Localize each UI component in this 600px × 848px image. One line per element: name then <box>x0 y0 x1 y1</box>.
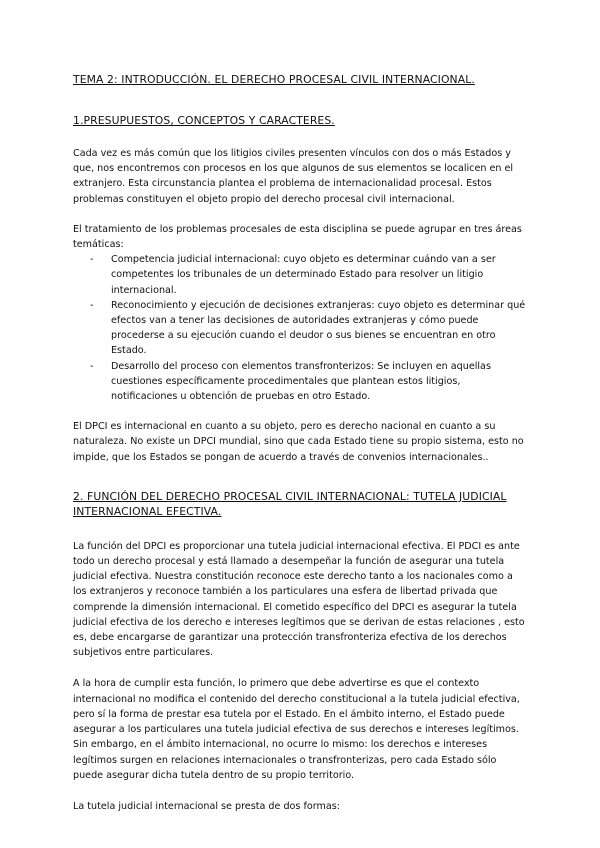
section-2-paragraph-1: La función del DPCI es proporcionar una tutela judicial internacional efectiva. El PDCI es ante todo un derecho procesal y está llamado a desempeñar la función de asegurar una tutela judicial efectiva. Nuestra constitución reconoce este derecho tanto a los nacionales como a los extranjeros y reconoce también a los particulares una esfera de libertad privada que comprende la dimensión internacional. El cometido específico del DPCI es asegurar la tutela judicial efectiva de los derecho e intereses legítimos que se derivan de estas relaciones , esto es, debe encargarse de garantizar una protección transfronteriza efectiva de los derechos subjetivos entre particulares. <box>73 540 525 659</box>
list-item <box>73 359 528 405</box>
list-item <box>73 298 528 359</box>
list-item-text: Desarrollo del proceso con elementos transfronterizos: Se incluyen en aquellas cuestiones específicamente procedimentales que plantean estos litigios, notificaciones u obtención de pruebas en otro Estado. <box>111 360 491 403</box>
list-item <box>73 252 528 298</box>
section-1-heading: 1.PRESUPUESTOS, CONCEPTOS Y CARACTERES. <box>73 114 335 127</box>
list-item-text: Competencia judicial internacional: cuyo objeto es determinar cuándo van a ser competentes los tribunales de un determinado Estado para resolver un litigio internacional. <box>111 254 496 296</box>
thematic-areas-list <box>73 252 528 404</box>
bullet-dash: - <box>90 299 94 311</box>
section-1-paragraph-2: El tratamiento de los problemas procesales de esta disciplina se puede agrupar en tres áreas temáticas: <box>73 223 522 251</box>
section-1-paragraph-3: El DPCI es internacional en cuanto a su objeto, pero es derecho nacional en cuanto a su naturaleza. No existe un DPCI mundial, sino que cada Estado tiene su propio sistema, esto no impide, que los Estados se pongan de acuerdo a través de convenios internacionales.. <box>73 421 524 463</box>
bullet-dash: - <box>90 254 94 266</box>
list-item-text: Reconocimiento y ejecución de decisiones extranjeras: cuyo objeto es determinar qué efectos van a tener las decisiones de autoridades extranjeras y cómo puede procederse a su ejecución cuando el deudor o sus bienes se encuentran en otro Estado. <box>111 299 526 357</box>
bullet-dash: - <box>90 360 94 372</box>
section-2-paragraph-3: La tutela judicial internacional se presta de dos formas: <box>73 800 340 812</box>
section-2-heading: 2. FUNCIÓN DEL DERECHO PROCESAL CIVIL INTERNACIONAL: TUTELA JUDICIAL INTERNACIONAL EFECTIVA. <box>73 489 507 518</box>
document-title: TEMA 2: INTRODUCCIÓN. EL DERECHO PROCESAL CIVIL INTERNACIONAL. <box>73 73 475 86</box>
document-body <box>73 72 528 814</box>
section-1-paragraph-1: Cada vez es más común que los litigios civiles presenten vínculos con dos o más Estados y que, nos encontremos con procesos en los que algunos de sus elementos se localicen en el extranjero. Esta circunstancia plantea el problema de internacionalidad procesal. Estos problemas constituyen el objeto propio del derecho procesal civil internacional. <box>73 148 514 205</box>
section-2-paragraph-2: A la hora de cumplir esta función, lo primero que debe advertirse es que el contexto internacional no modifica el contenido del derecho constitucional a la tutela judicial efectiva, pero sí la forma de prestar esa tutela por el Estado. En el ámbito interno, el Estado puede asegurar a los particulares una tutela judicial efectiva de sus derechos e intereses legítimos. Sin embargo, en el ámbito internacional, no ocurre lo mismo: los derechos e intereses legítimos surgen en relaciones internacionales o transfronterizas, pero cada Estado sólo puede asegurar dicha tutela dentro de su propio territorio. <box>73 678 520 781</box>
